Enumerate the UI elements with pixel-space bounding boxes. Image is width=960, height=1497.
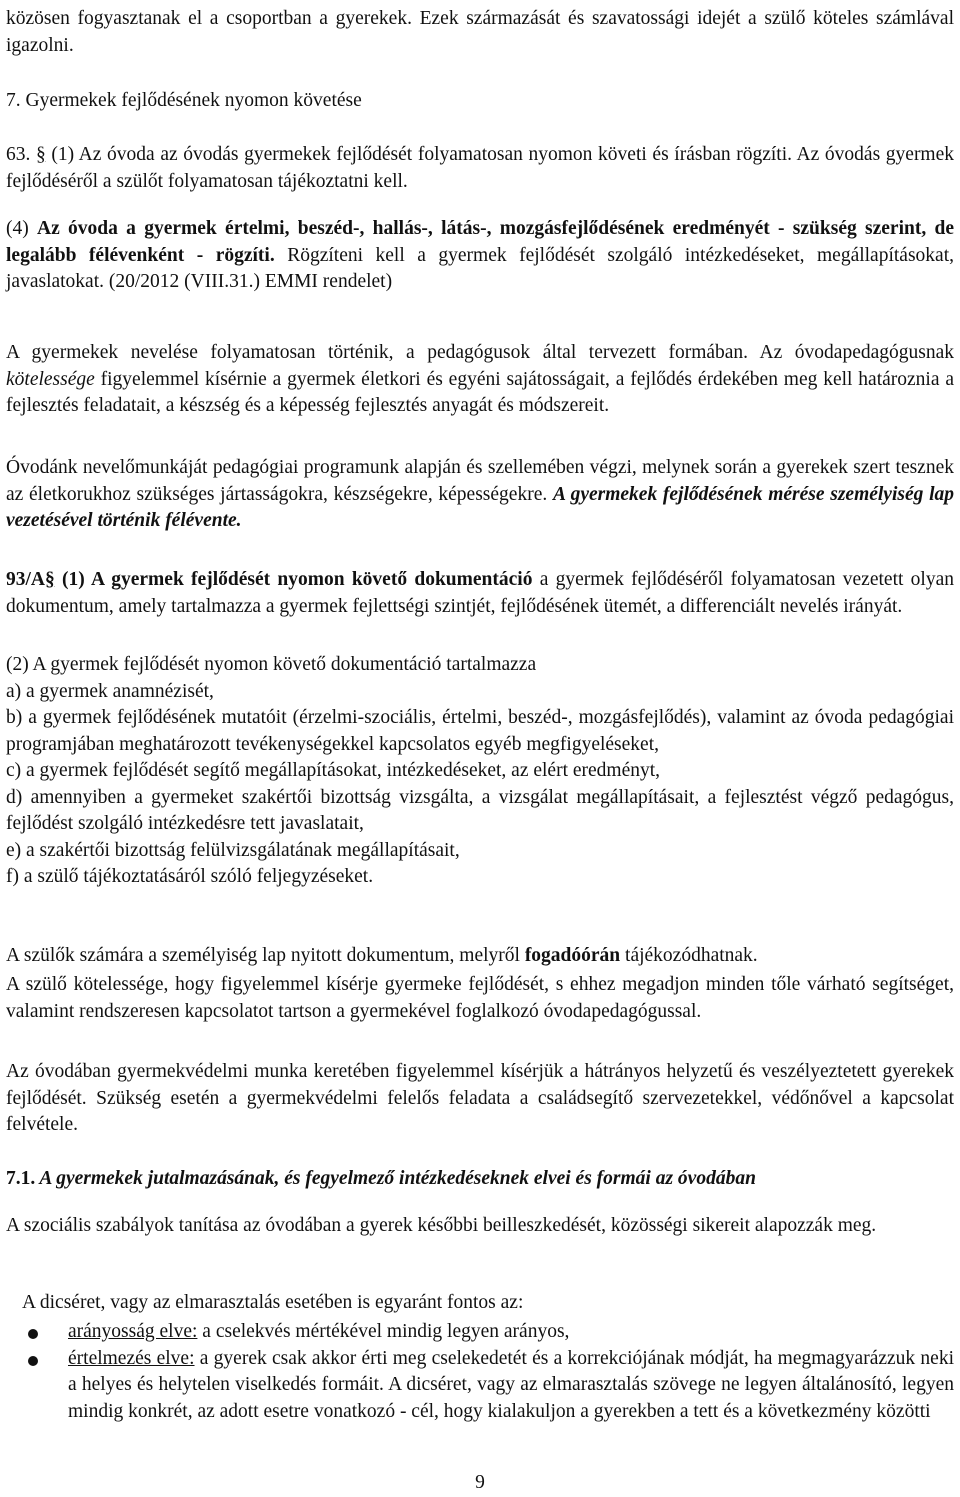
list-item bbox=[22, 1346, 954, 1426]
item-d: d) amennyiben a gyermeket szakértői bizottság vizsgálta, a vizsgálat megállapításait, a fejlesztést végző pedagógus, fejlődést szolgáló intézkedésre tett javaslatait, bbox=[6, 786, 954, 835]
item-e: e) a szakértői bizottság felülvizsgálatának megállapításait, bbox=[6, 839, 460, 861]
paragraph-szocialis: A szociális szabályok tanítása az óvodában a gyerek későbbi beilleszkedését, közösségi sikereit alapozzák meg. bbox=[6, 1215, 877, 1236]
section-7-1-number: 7.1. bbox=[6, 1168, 36, 1189]
principle-term: értelmezés elve: bbox=[68, 1347, 195, 1369]
paragraph-4-prefix: (4) bbox=[6, 218, 38, 239]
paragraph-93a-bold: (1) A gyermek fejlődését nyomon követő dokumentáció bbox=[54, 569, 533, 590]
section-7-1-title: A gyermekek jutalmazásának, és fegyelmező intézkedéseknek elvei és formái az óvodában bbox=[35, 1168, 756, 1189]
paragraph-4 bbox=[6, 216, 954, 296]
paragraph-93a-items bbox=[6, 652, 954, 891]
item-a: a) a gyermek anamnézisét, bbox=[6, 680, 214, 702]
paragraph-93a-rest: a gyermek fejlődéséről folyamatosan vezetett olyan dokumentum, amely tartalmazza a gyermek fejlettségi szintjét, fejlődésének ütemét, a differenciált nevelés irányát. bbox=[6, 569, 955, 617]
paragraph-neveles-text-1: A gyermekek nevelése folyamatosan történik, a pedagógusok által tervezett formában. Az óvodapedagógusnak bbox=[6, 342, 954, 363]
bullet-icon bbox=[28, 1356, 38, 1366]
paragraph-szulok-text-1: A szülők számára a személyiség lap nyitott dokumentum, melyről bbox=[6, 945, 525, 966]
paragraph-ovodank-text: Óvodánk nevelőmunkáját pedagógiai programunk alapján és szellemében végzi, melynek során a gyerekek szert tesznek az életkorukhoz szükséges jártasságokra, készségekre, képességekre. bbox=[6, 457, 954, 505]
paragraph-63-text: (1) Az óvoda az óvodás gyermekek fejlődését folyamatosan nyomon követi és írásban rögzíti. Az óvodás gyermek fejlődéséről a szülőt folyamatosan tájékoztatni kell. bbox=[6, 144, 955, 192]
paragraph-szulok-bold: fogadóórán bbox=[524, 945, 621, 966]
paragraph-63-section-sign: § bbox=[36, 144, 46, 165]
paragraph-63 bbox=[6, 142, 954, 195]
paragraph-szulok-text-2: tájékozódhatnak. bbox=[620, 945, 758, 966]
paragraph-neveles-italic: kötelessége bbox=[6, 368, 95, 390]
paragraph-ovodank-bold-italic: A gyermekek fejlődésének mérése személyiség lap vezetésével történik félévente. bbox=[6, 483, 954, 532]
paragraph-4-bold: Az óvoda a gyermek értelmi, beszéd-, hallás-, látás-, mozgásfejlődésének eredményét - szükség szerint, de legalább félévenként - rögzíti. bbox=[6, 218, 954, 266]
intro-paragraph: közösen fogyasztanak el a csoportban a gyerekek. Ezek származását és szavatossági idejét a szülő köteles számlával igazolni. bbox=[6, 8, 954, 56]
paragraph-kotelesseg: A szülő kötelessége, hogy figyelemmel kísérje gyermeke fejlődését, s ehhez megadjon minden tőle várható segítséget, valamint rendszeresen kapcsolatot tartson a gyermekével foglalkozó óvodapedagógussal. bbox=[6, 974, 954, 1022]
paragraph-dicseret: A dicséret, vagy az elmarasztalás esetében is egyaránt fontos az: bbox=[22, 1292, 524, 1313]
paragraph-93a-section-sign: § bbox=[45, 569, 55, 590]
paragraph-gyermekvedelmi: Az óvodában gyermekvédelmi munka keretében figyelemmel kísérjük a hátrányos helyzetű és veszélyeztetett gyerekek fejlődését. Szükség esetén a gyermekvédelmi felelős feladata a családsegítő szervezetekkel, védőnővel a kapcsolat felvétele. bbox=[6, 1061, 954, 1136]
list-item bbox=[22, 1319, 954, 1346]
principle-text: a gyerek csak akkor érti meg cselekedetét és a korrekciójának módját, ha megmagyarázzuk neki a helyes és helytelen viselkedés formáit. A dicséret, vagy az elmarasztalás szövege ne legyen általánosító, legyen mindig konkrét, az adott esetre vonatkozó - cél, hogy kialakuljon a gyerekben a tett és a következmény közötti bbox=[68, 1347, 954, 1422]
principles-list bbox=[22, 1319, 954, 1425]
paragraph-ovodank bbox=[6, 455, 954, 535]
paragraph-neveles bbox=[6, 340, 954, 420]
section-7-1-heading bbox=[6, 1166, 954, 1193]
item-c: c) a gyermek fejlődését segítő megállapításokat, intézkedéseket, az elért eredményt, bbox=[6, 760, 661, 782]
paragraph-4-rest: Rögzíteni kell a gyermek fejlődését szolgáló intézkedéseket, megállapításokat, javaslatokat. (20/2012 (VIII.31.) EMMI rendelet) bbox=[6, 244, 954, 293]
paragraph-szulok bbox=[6, 943, 954, 970]
principle-term: arányosság elve: bbox=[68, 1321, 198, 1342]
paragraph-93a bbox=[6, 567, 954, 620]
section-7-heading: 7. Gyermekek fejlődésének nyomon követése bbox=[6, 90, 362, 111]
principle-text: a cselekvés mértékével mindig legyen arányos, bbox=[197, 1321, 570, 1342]
item-b: b) a gyermek fejlődésének mutatóit (érzelmi-szociális, értelmi, beszéd-, mozgásfejlődés), valamint az óvoda pedagógiai programjában meghatározott tevékenységekkel kapcsolatos egyéb megfigyeléseket, bbox=[6, 707, 954, 755]
page-number: 9 bbox=[475, 1472, 485, 1493]
bullet-icon bbox=[28, 1329, 38, 1339]
paragraph-neveles-text-2: figyelemmel kísérnie a gyermek életkori és egyéni sajátosságait, a fejlődés érdekében meg kell határoznia a fejlesztés feladatait, a készség és a képesség fejlesztés anyagát és módszereit. bbox=[6, 368, 954, 417]
item-2: (2) A gyermek fejlődését nyomon követő dokumentáció tartalmazza bbox=[6, 654, 537, 675]
paragraph-93a-number: 93/A bbox=[6, 569, 45, 590]
paragraph-63-number: 63. bbox=[6, 144, 31, 165]
item-f: f) a szülő tájékoztatásáról szóló feljegyzéseket. bbox=[6, 866, 374, 888]
